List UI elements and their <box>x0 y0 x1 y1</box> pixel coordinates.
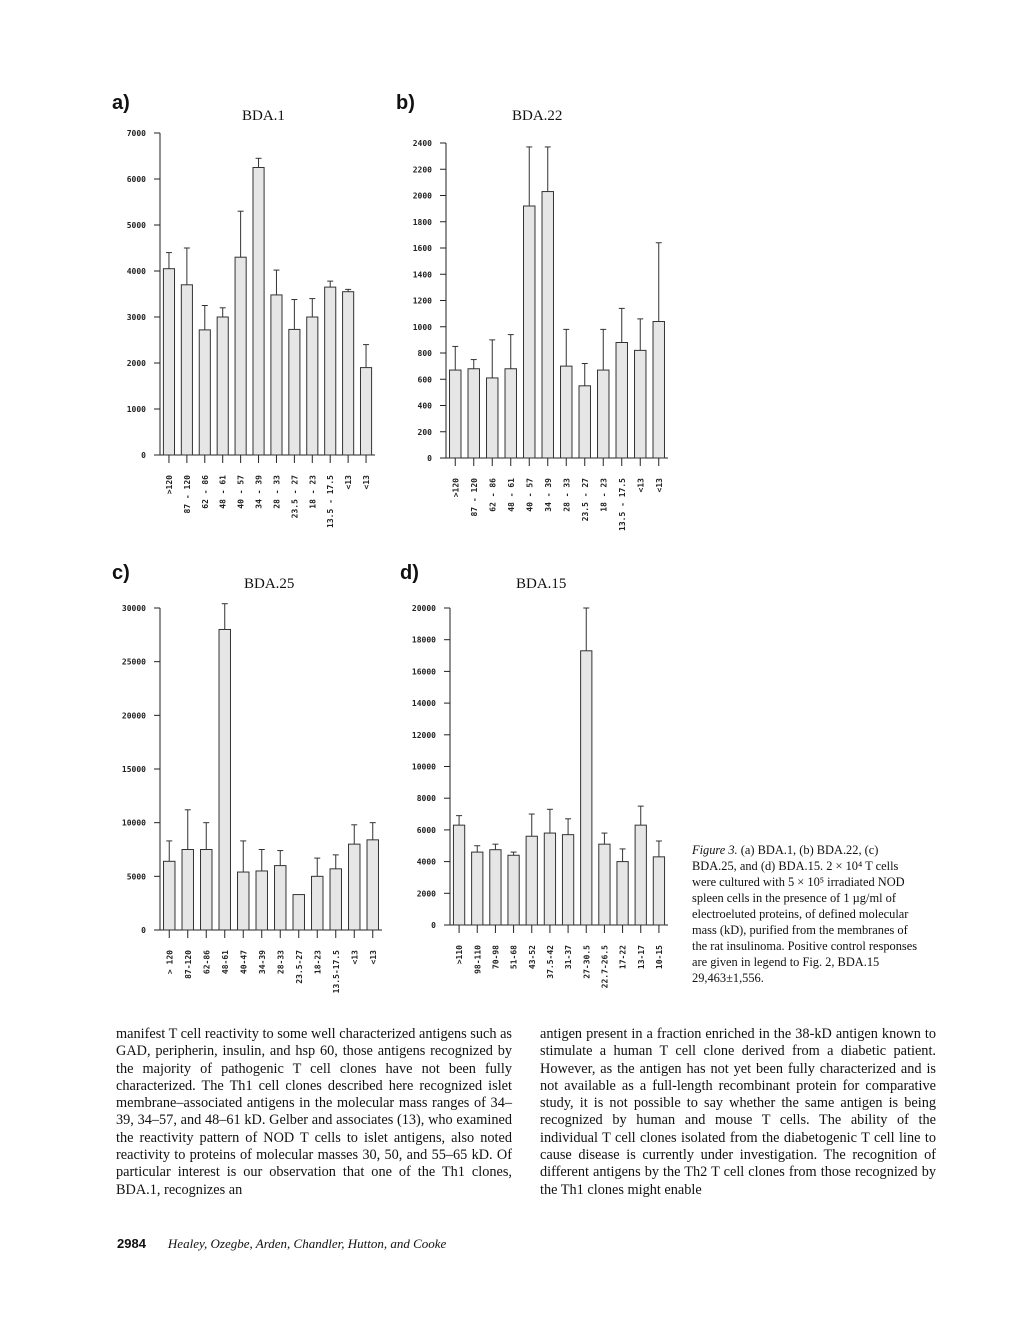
bar <box>325 287 336 455</box>
page-number: 2984 <box>117 1236 146 1251</box>
x-tick-label: 13.5-17.5 <box>331 950 341 994</box>
y-tick-label: 20000 <box>121 711 146 721</box>
y-tick-label: 2200 <box>412 165 432 175</box>
x-tick-label: 22.7-26.5 <box>600 945 610 989</box>
bar <box>367 840 378 930</box>
y-tick-label: 4000 <box>126 267 146 276</box>
x-tick-label: 28 - 33 <box>272 475 282 509</box>
x-tick-label: 27-30.5 <box>582 945 592 979</box>
y-tick-label: 18000 <box>411 635 436 645</box>
x-tick-label: 87-120 <box>183 950 193 979</box>
x-tick-label: >120 <box>451 478 461 498</box>
body-column-left: manifest T cell reactivity to some well characterized antigens such as GAD, peripherin, insulin, and hsp 60, those antigens recognized by the majority of pathogenic T cell clones have not been fully characterized. The Th1 cell clones described here recognized islet membrane–associated antigens in the molecular mass ranges of 34–39, 34–57, and 48–61 kD. Gelber and associates (13), who examined the reactivity pattern of NOD T cells to islet antigens, also noted reactivity to proteins of molecular masses 30, 50, and 55–65 kD. Of particular interest is our observation that one of the Th1 clones, BDA.1, recognizes an <box>116 1026 512 1198</box>
x-tick-label: <13 <box>344 475 354 490</box>
bar <box>343 292 354 455</box>
x-tick-label: <13 <box>654 478 664 493</box>
caption-text: (a) BDA.1, (b) BDA.22, (c) BDA.25, and (d) BDA.15. 2 × 10⁴ T cells were cultured with 5 × 10⁵ irradiated NOD spleen cells in the presence of 1 µg/ml of electroeluted proteins, of defined molecular mass (kD), purified from the membranes of the rat insulinoma. Positive control responses are given in legend to Fig. 2, BDA.15 29,463±1,556. <box>692 843 918 985</box>
bar <box>360 368 371 455</box>
y-tick-label: 2000 <box>416 889 436 899</box>
bar <box>599 844 610 925</box>
bar <box>164 861 175 930</box>
y-tick-label: 0 <box>427 454 432 463</box>
bar <box>181 285 192 455</box>
x-tick-label: <13 <box>362 475 372 490</box>
bar <box>542 192 553 458</box>
y-tick-label: 1800 <box>412 217 432 227</box>
x-tick-label: 48-61 <box>220 950 230 975</box>
y-tick-label: 1400 <box>412 270 432 280</box>
chart-bda15 <box>390 600 690 1020</box>
y-tick-label: 10000 <box>411 762 436 772</box>
body-column-right: antigen present in a fraction enriched in the 38-kD antigen known to stimulate a human T cell clone derived from a diabetic patient. However, as the antigen has not yet been fully characterized and is not available as a full-length recombinant protein for comparative study, it is not possible to say whether the same antigen is being recognized by human and mouse T cells. The ability of the individual T cell clones isolated from the diabetogenic T cell line to cause disease is currently under investigation. The recognition of different antigens by the Th2 T cell clones from those recognized by the Th1 clones might enable <box>540 1026 936 1198</box>
bar <box>293 895 304 930</box>
y-tick-label: 4000 <box>416 857 436 867</box>
bar <box>349 844 360 930</box>
bar <box>490 850 501 925</box>
x-tick-label: 23.5 - 27 <box>580 478 590 522</box>
chart-bda22 <box>390 135 690 565</box>
bar <box>579 386 590 458</box>
bar <box>182 850 193 931</box>
bar <box>238 872 249 930</box>
panel-label-d: d) <box>400 562 419 584</box>
x-tick-label: >120 <box>164 475 174 495</box>
x-tick-label: 18 - 23 <box>308 475 318 509</box>
y-tick-label: 7000 <box>126 129 146 138</box>
bar <box>253 168 264 456</box>
x-tick-label: >110 <box>455 945 465 965</box>
y-tick-label: 1000 <box>126 405 146 414</box>
x-tick-label: > 120 <box>165 950 175 975</box>
chart-title-d: BDA.15 <box>516 576 567 592</box>
bar <box>201 850 212 931</box>
panel-label-a: a) <box>112 92 130 114</box>
bar <box>256 871 267 930</box>
y-tick-label: 800 <box>417 349 432 358</box>
bar <box>312 876 323 930</box>
y-tick-label: 8000 <box>416 794 436 804</box>
y-tick-label: 2000 <box>412 191 432 201</box>
x-tick-label: 13.5 - 17.5 <box>326 475 336 528</box>
bar <box>163 269 174 455</box>
bar <box>217 317 228 455</box>
chart-title-c: BDA.25 <box>244 576 295 592</box>
bar <box>653 322 664 459</box>
x-tick-label: 23.5-27 <box>294 950 304 984</box>
x-tick-label: 23.5 - 27 <box>290 475 300 519</box>
chart-bda1 <box>100 125 400 565</box>
y-tick-label: 6000 <box>416 825 436 835</box>
bar <box>562 835 573 925</box>
y-tick-label: 16000 <box>411 667 436 677</box>
x-tick-label: 51-68 <box>509 945 519 970</box>
y-tick-label: 1600 <box>412 244 432 253</box>
chart-bda25 <box>100 600 400 1020</box>
y-tick-label: 2400 <box>412 139 432 148</box>
bar <box>616 343 627 459</box>
x-tick-label: 34 - 39 <box>254 475 264 509</box>
y-tick-label: 20000 <box>411 604 436 613</box>
bar <box>450 370 461 458</box>
y-tick-label: 3000 <box>126 313 146 322</box>
bar <box>289 329 300 455</box>
x-tick-label: 10-15 <box>654 945 664 970</box>
y-tick-label: 1200 <box>412 296 432 306</box>
x-tick-label: 17-22 <box>618 945 628 970</box>
x-tick-label: 13.5 - 17.5 <box>617 478 627 531</box>
bar <box>271 295 282 455</box>
caption-label: Figure 3. <box>692 843 738 857</box>
bar <box>617 862 628 925</box>
x-tick-label: 28-33 <box>276 950 286 975</box>
x-tick-label: 37.5-42 <box>545 945 555 979</box>
y-tick-label: 15000 <box>121 765 146 774</box>
y-tick-label: 600 <box>417 375 432 385</box>
bar <box>653 857 664 925</box>
x-tick-label: 34 - 39 <box>543 478 553 512</box>
y-tick-label: 0 <box>141 926 146 935</box>
x-tick-label: <13 <box>636 478 646 493</box>
x-tick-label: 13-17 <box>636 945 646 970</box>
bar <box>581 651 592 925</box>
bar <box>453 825 464 925</box>
bar <box>505 369 516 458</box>
bar <box>330 869 341 930</box>
chart-title-b: BDA.22 <box>512 108 563 124</box>
y-tick-label: 2000 <box>126 359 146 368</box>
x-tick-label: 40 - 57 <box>236 475 246 509</box>
bar <box>524 206 535 458</box>
panel-label-b: b) <box>396 92 415 114</box>
y-tick-label: 12000 <box>411 730 436 740</box>
x-tick-label: 87 - 120 <box>469 478 479 517</box>
x-tick-label: 28 - 33 <box>562 478 572 512</box>
x-tick-label: 62-86 <box>202 950 212 975</box>
panel-label-c: c) <box>112 562 130 584</box>
x-tick-label: 70-98 <box>491 945 501 970</box>
x-tick-label: <13 <box>350 950 360 965</box>
x-tick-label: <13 <box>368 950 378 965</box>
x-tick-label: 62 - 86 <box>200 475 210 509</box>
bar <box>561 366 572 458</box>
footer-authors: Healey, Ozegbe, Arden, Chandler, Hutton, and Cooke <box>167 1236 447 1251</box>
y-tick-label: 5000 <box>126 872 146 882</box>
y-tick-label: 25000 <box>121 657 146 667</box>
x-tick-label: 18-23 <box>313 950 323 975</box>
x-tick-label: 18 - 23 <box>599 478 609 512</box>
x-tick-label: 34-39 <box>257 950 267 975</box>
bar <box>468 369 479 458</box>
y-tick-label: 1000 <box>412 322 432 332</box>
bar <box>199 330 210 455</box>
bar <box>472 852 483 925</box>
page-footer <box>117 1236 446 1252</box>
y-tick-label: 14000 <box>411 699 436 709</box>
x-tick-label: 48 - 61 <box>506 478 516 512</box>
bar <box>275 866 286 930</box>
y-tick-label: 200 <box>417 427 432 437</box>
bar <box>526 836 537 925</box>
x-tick-label: 31-37 <box>564 945 574 970</box>
bar <box>598 370 609 458</box>
figure-caption <box>692 842 922 986</box>
x-tick-label: 43-52 <box>527 945 537 970</box>
y-tick-label: 30000 <box>121 604 146 613</box>
bar <box>544 833 555 925</box>
y-tick-label: 0 <box>141 451 146 460</box>
y-tick-label: 10000 <box>121 818 146 828</box>
x-tick-label: 62 - 86 <box>488 478 498 512</box>
x-tick-label: 87 - 120 <box>182 475 192 514</box>
bar <box>307 317 318 455</box>
bar <box>635 350 646 458</box>
y-tick-label: 0 <box>431 921 436 930</box>
y-tick-label: 400 <box>417 401 432 411</box>
x-tick-label: 48 - 61 <box>218 475 228 509</box>
chart-title-a: BDA.1 <box>242 108 285 124</box>
x-tick-label: 40-47 <box>239 950 249 975</box>
bar <box>508 855 519 925</box>
bar <box>219 629 230 930</box>
x-tick-label: 98-110 <box>473 945 483 974</box>
bar <box>235 257 246 455</box>
bar <box>635 825 646 925</box>
x-tick-label: 40 - 57 <box>525 478 535 512</box>
y-tick-label: 5000 <box>126 221 146 230</box>
bar <box>487 378 498 458</box>
y-tick-label: 6000 <box>126 175 146 184</box>
